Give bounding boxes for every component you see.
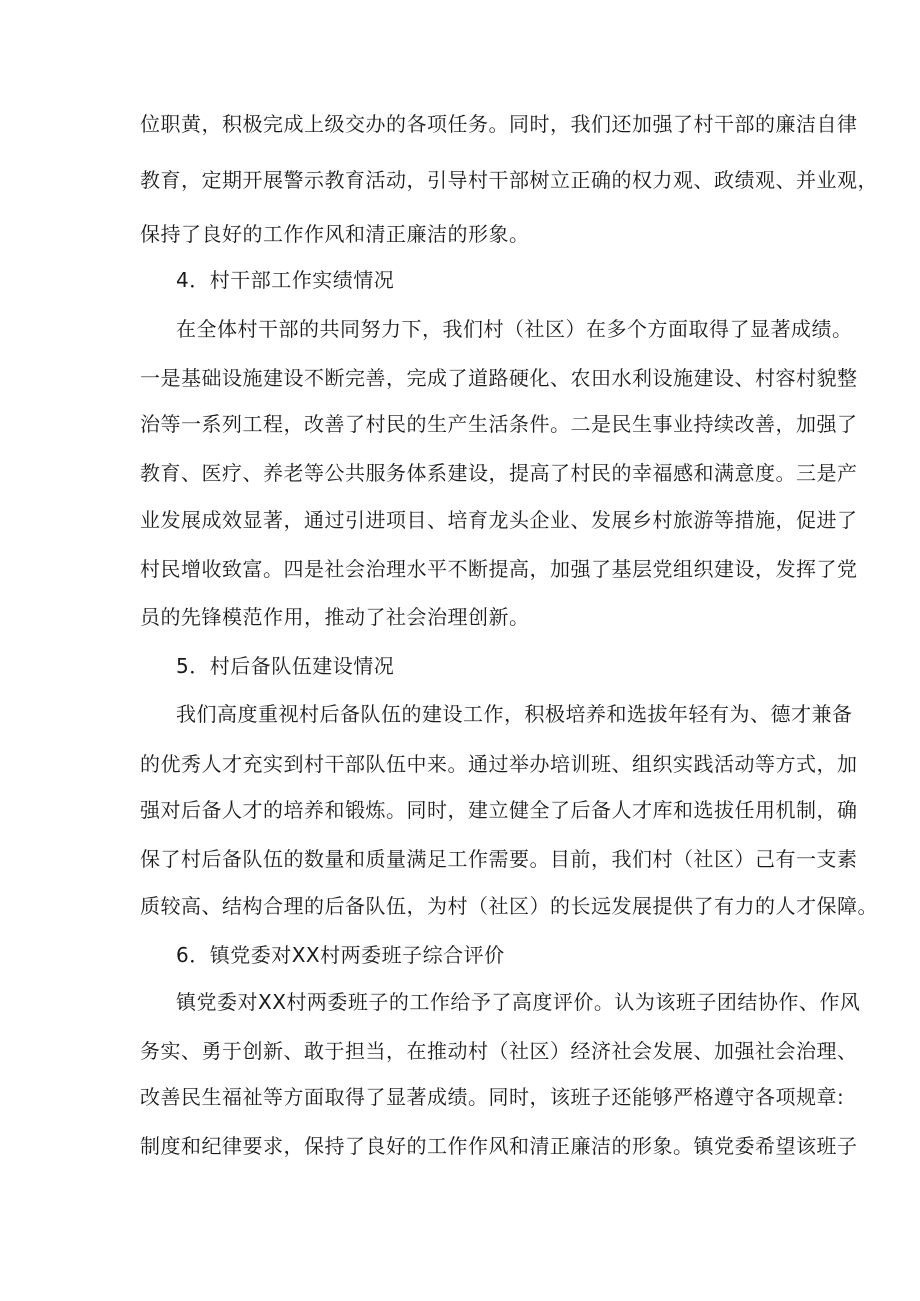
section-heading-6: 6．镇党委对XX村两委班子综合评价 xyxy=(176,943,505,967)
body-text-line: 保了村后备队伍的数量和质量满足工作需要。目前，我们村（社区）己有一支素 xyxy=(140,847,858,871)
body-text-line: 业发展成效显著，通过引进项目、培育龙头企业、发展乡村旅游等措施，促进了 xyxy=(140,508,858,532)
body-text-line: 员的先锋模范作用，推动了社会治理创新。 xyxy=(140,605,530,629)
body-text-line: 教育，定期开展警示教育活动，引导村干部树立正确的权力观、政绩观、并业观， xyxy=(140,168,878,192)
body-text-line: 质较高、结构合理的后备队伍，为村（社区）的长远发展提供了有力的人才保障。 xyxy=(140,894,878,918)
body-text-line: 保持了良好的工作作风和清正廉洁的形象。 xyxy=(140,222,530,246)
body-text-line: 我们高度重视村后备队伍的建设工作，积极培养和选拔年轻有为、德才兼备 xyxy=(176,702,853,726)
body-text-line: 改善民生福祉等方面取得了显著成绩。同时，该班子还能够严格遵守各项规章: xyxy=(140,1085,845,1109)
body-text-line: 在全体村干部的共同努力下，我们村（社区）在多个方面取得了显著成绩。 xyxy=(176,317,853,341)
body-text-line: 的优秀人才充实到村干部队伍中来。通过举办培训班、组织实践活动等方式，加 xyxy=(140,752,858,776)
body-text-line: 教育、医疗、养老等公共服务体系建设，提高了村民的幸福感和满意度。三是产 xyxy=(140,461,858,485)
body-text-line: 镇党委对XX村两委班子的工作给予了高度评价。认为该班子团结协作、作风 xyxy=(176,990,861,1014)
body-text-line: 制度和纪律要求，保持了良好的工作作风和清正廉洁的形象。镇党委希望该班子 xyxy=(140,1134,858,1158)
body-text-line: 强对后备人才的培养和锻炼。同时，建立健全了后备人才库和选拔任用机制，确 xyxy=(140,798,858,822)
section-heading-5: 5．村后备队伍建设情况 xyxy=(176,654,395,678)
section-heading-4: 4．村干部工作实绩情况 xyxy=(176,268,395,292)
body-text-line: 治等一系列工程，改善了村民的生产生活条件。二是民生事业持续改善，加强了 xyxy=(140,412,858,436)
body-text-line: 务实、勇于创新、敢于担当，在推动村（社区）经济社会发展、加强社会治理、 xyxy=(140,1039,858,1063)
body-text-line: 一是基础设施建设不断完善，完成了道路硬化、农田水利设施建设、村容村貌整 xyxy=(140,366,858,390)
body-text-line: 位职黄，积极完成上级交办的各项任务。同时，我们还加强了村干部的廉洁自律 xyxy=(140,112,858,136)
body-text-line: 村民增收致富。四是社会治理水平不断提高，加强了基层党组织建设，发挥了党 xyxy=(140,557,858,581)
